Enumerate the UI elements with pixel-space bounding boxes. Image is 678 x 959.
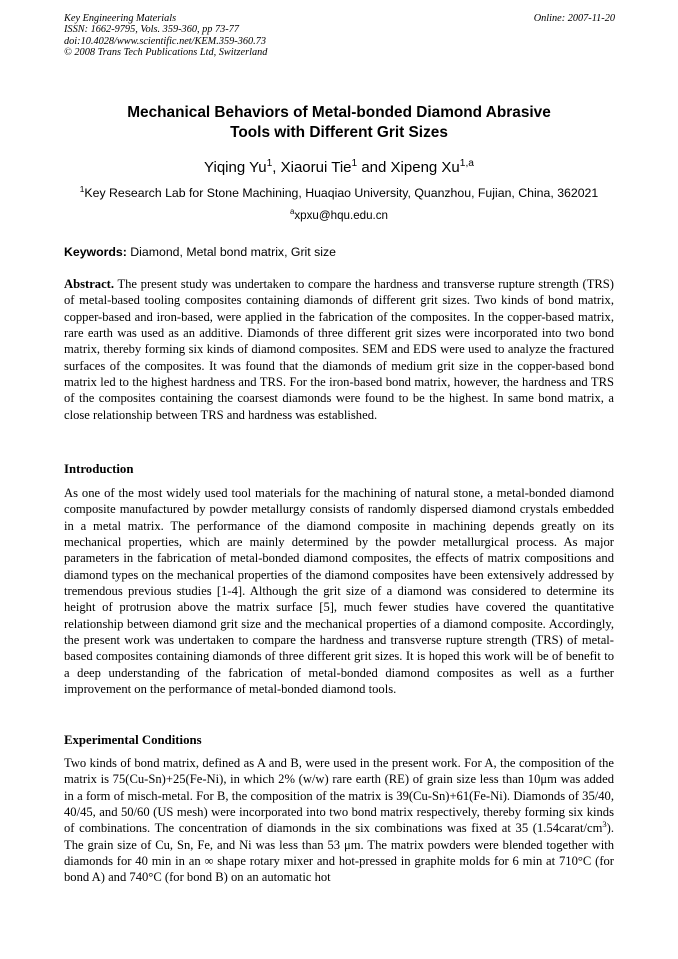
title-line-2: Tools with Different Grit Sizes: [230, 124, 448, 141]
experimental-text-part-2: ). The grain size of Cu, Sn, Fe, and Ni was less than 53 μm. The matrix powders were blended together with diamonds for 40 min in an ∞ shape rotary mixer and hot-pressed in graphite molds for 6 min at 710°C (for bond A) and 740°C (for bond B) on an automatic hot: [64, 821, 614, 885]
author-affil-mark: 1: [266, 157, 273, 169]
author-affil-mark: 1: [351, 157, 358, 169]
section-heading-experimental: Experimental Conditions: [64, 733, 202, 747]
abstract-text: The present study was undertaken to compare the hardness and transverse rupture strength (TRS) of metal-based tooling composites containing diamonds of different grit sizes. Two kinds of bond matrix, copper-based and iron-based, were applied in the fabrication of the composites. In the copper-based matrix, rare earth was used as an additive. Diamonds of three different grit sizes were incorporated into two bond matrix, thereby forming six kinds of diamond composites. SEM and EDS were used to analyze the fractured surfaces of the composites. It was found that the diamonds of medium grit size in the copper-based bond matrix led to the highest hardness and TRS. For the iron-based bond matrix, however, the hardness and TRS of the composites containing the coarsest diamonds were found to be the highest. In same bond matrix, a close relationship between TRS and hardness was established.: [64, 277, 614, 422]
issn-line: ISSN: 1662-9795, Vols. 359-360, pp 73-77: [64, 24, 240, 36]
abstract: [64, 276, 614, 423]
doi-line: doi:10.4028/www.scientific.net/KEM.359-360.73: [64, 35, 267, 47]
affiliation: [64, 184, 614, 202]
affiliation-mark: 1: [79, 183, 85, 194]
author-name: Yiqing Yu: [204, 159, 267, 176]
section-heading-introduction: Introduction: [64, 462, 134, 476]
author-name: Xiaorui Tie: [280, 159, 352, 176]
title-line-1: Mechanical Behaviors of Metal-bonded Diamond Abrasive: [127, 104, 551, 121]
journal-name: Key Engineering Materials: [64, 13, 177, 24]
keywords: [64, 243, 614, 261]
author-affil-mark: 1,a: [459, 157, 474, 169]
experimental-paragraph: [64, 755, 614, 886]
introduction-paragraph: As one of the most widely used tool materials for the machining of natural stone, a metal-bonded diamond composite manufactured by powder metallurgy consists of randomly dispersed diamond crystals embedded in a metal matrix. The performance of the diamond composite in machining depends greatly on its mechanical properties, which are mainly determined by the powder metallurgical process. As major parameters in the fabrication of metal-bonded diamond composites, the effects of matrix compositions and diamond types on the mechanical properties of the diamond composites have been extensively addressed by tremendous previous studies [1-4]. Although the grit size of a diamond was considered to determine its height of protrusion above the matrix surface [5], much fewer studies have covered the quantitative relationship between diamond grit size and the mechanical properties of a diamond composite. Accordingly, the present work was undertaken to compare the hardness and transverse rupture strength (TRS) of metal-based composites containing diamonds of three different grit sizes. It is hoped this work will be of benefit to a deep understanding of the fabrication of metal-bonded diamond composites as well as a further improvement on the performance of metal-bonded diamond tools.: [64, 486, 614, 697]
copyright-line: © 2008 Trans Tech Publications Ltd, Switzerland: [64, 47, 268, 59]
affiliation-text: Key Research Lab for Stone Machining, Huaqiao University, Quanzhou, Fujian, China, 362021: [84, 186, 599, 200]
email-address[interactable]: xpxu@hqu.edu.cn: [294, 209, 389, 222]
keywords-text: Diamond, Metal bond matrix, Grit size: [126, 245, 336, 259]
unit-superscript: 3: [602, 818, 607, 829]
author-list: [64, 158, 614, 178]
author-separator: ,: [272, 159, 281, 176]
email-mark: a: [289, 206, 295, 216]
journal-header: [64, 13, 267, 59]
paper-title: [64, 103, 614, 143]
contact-email: [64, 207, 614, 225]
author-name: Xipeng Xu: [390, 159, 460, 176]
abstract-label: Abstract.: [64, 277, 115, 291]
online-date: Online: 2007-11-20: [533, 13, 615, 24]
author-separator: and: [357, 159, 391, 176]
experimental-text-part-1: Two kinds of bond matrix, defined as A and B, were used in the present work. For A, the composition of the matrix is 75(Cu-Sn)+25(Fe-Ni), in which 2% (w/w) rare earth (RE) of grain size less than 10μm was added in a form of misch-metal. For B, the composition of the matrix is 39(Cu-Sn)+61(Fe-Ni). Diamonds of 35/40, 40/45, and 50/60 (US mesh) were incorporated into two bond matrix respectively, thereby forming six kinds of combinations. The concentration of diamonds in the six combinations was fixed at 35 (1.54carat/cm: [64, 756, 614, 836]
keywords-label: Keywords:: [64, 245, 127, 259]
